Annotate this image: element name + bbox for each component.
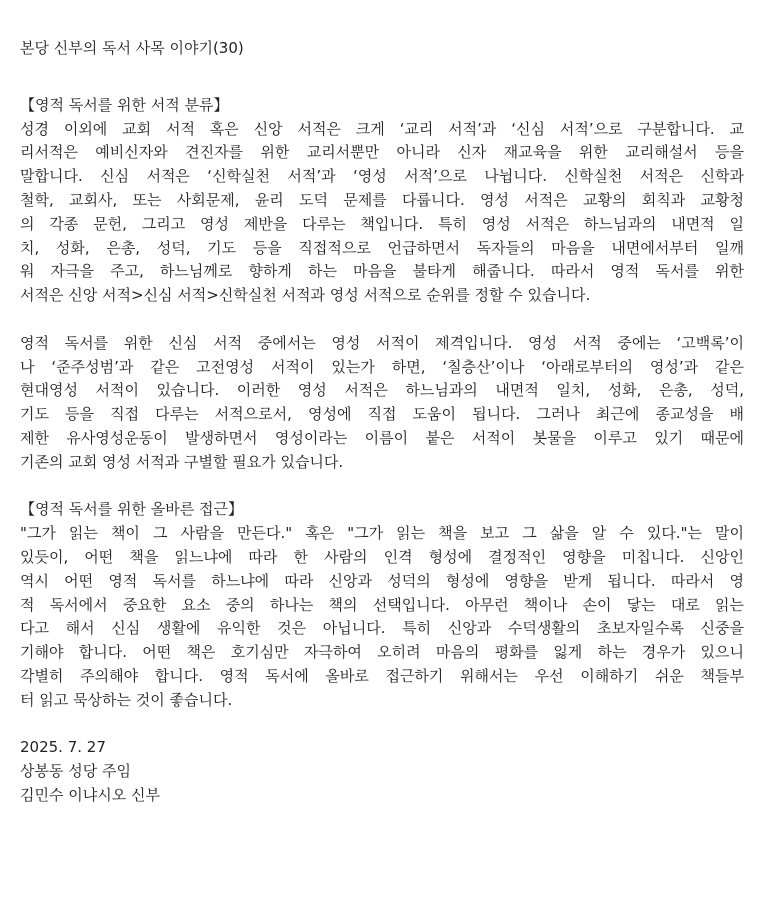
text-line: 제한 유사영성운동이 발생하면서 영성이라는 이름이 붙은 서적이 봇물을 이루고 있기 때문에 [20, 428, 744, 447]
text-line: 말합니다. 신심 서적은 ‘신학실천 서적’과 ‘영성 서적’으로 나뉩니다. 신학실천 서적은 신학과 [20, 167, 744, 186]
section-classification [20, 94, 744, 475]
text-line: 나 ‘준주성범’과 같은 고전영성 서적이 있는가 하면, ‘칠층산’이나 ‘아래로부터의 영성’과 같은 [20, 357, 744, 376]
text-line: 기존의 교회 영성 서적과 구별할 필요가 있습니다. [20, 452, 344, 471]
paragraph [20, 332, 744, 475]
text-line: 있듯이, 어떤 책을 읽느냐에 따라 한 사람의 인격 형성에 결정적인 영향을 미칩니다. 신앙인 [20, 547, 744, 566]
text-line: 워 자극을 주고, 하느님께로 향하게 하는 마음을 불타게 해줍니다. 따라서 영적 독서를 위한 [20, 262, 744, 281]
text-line: 현대영성 서적이 있습니다. 이러한 영성 서적은 하느님과의 내면적 일치, 성화, 은총, 성덕, [20, 381, 744, 400]
text-line: 적 독서에서 중요한 요소 중의 하나는 책의 선택입니다. 아무런 책이나 손이 닿는 대로 읽는 [20, 595, 744, 614]
text-line: "그가 읽는 책이 그 사람을 만든다." 혹은 "그가 읽는 책을 보고 그 삶을 알 수 있다."는 말이 [20, 524, 744, 543]
text-line: 기해야 합니다. 어떤 책은 호기심만 자극하여 오히려 마음의 평화를 잃게 하는 경우가 있으니 [20, 643, 744, 662]
text-line: 기도 등을 직접 다루는 서적으로서, 영성에 직접 도움이 됩니다. 그러나 최근에 종교성을 배 [20, 405, 744, 424]
text-line: 영적 독서를 위한 신심 서적 중에서는 영성 서적이 제격입니다. 영성 서적 중에는 ‘고백록’이 [20, 333, 744, 352]
text-line: 각별히 주의해야 합니다. 영적 독서에 올바로 접근하기 위해서는 우선 이해하기 쉬운 책들부 [20, 666, 744, 685]
section-approach [20, 498, 744, 712]
text-line: 리서적은 예비신자와 견진자를 위한 교리서뿐만 아니라 신자 재교육을 위한 교리해설서 등을 [20, 143, 744, 162]
text-line: 역시 어떤 영적 독서를 하느냐에 따라 신앙과 성덕의 형성에 영향을 받게 됩니다. 따라서 영 [20, 571, 744, 590]
text-line: 성경 이외에 교회 서적 혹은 신앙 서적은 크게 ‘교리 서적’과 ‘신심 서적’으로 구분합니다. 교 [20, 119, 744, 138]
text-line: 다고 해서 신심 생활에 유익한 것은 아닙니다. 특히 신앙과 수덕생활의 초보자일수록 신중을 [20, 619, 744, 638]
section-heading: 【영적 독서를 위한 서적 분류】 [20, 95, 229, 114]
text-line: 치, 성화, 은총, 성덕, 기도 등을 직접적으로 언급하면서 독자들의 마음을 내면에서부터 일깨 [20, 238, 744, 257]
text-line: 터 읽고 묵상하는 것이 좋습니다. [20, 690, 233, 709]
signature-parish: 상봉동 성당 주임 [20, 762, 131, 781]
section-gap [20, 713, 744, 737]
text-line: 철학, 교회사, 또는 사회문제, 윤리 도덕 문제를 다룹니다. 영성 서적은 교황의 회칙과 교황청 [20, 190, 744, 209]
page-title: 본당 신부의 독서 사목 이야기(30) [20, 39, 244, 57]
signature-block [20, 736, 744, 807]
signature-date: 2025. 7. 27 [20, 738, 106, 757]
text-line: 서적은 신앙 서적>신심 서적>신학실천 서적과 영성 서적으로 순위를 정할 수 있습니다. [20, 286, 591, 305]
text-line: 의 각종 문헌, 그리고 영성 제반을 다루는 책입니다. 특히 영성 서적은 하느님과의 내면적 일 [20, 214, 744, 233]
signature-author: 김민수 이냐시오 신부 [20, 785, 160, 804]
section-heading: 【영적 독서를 위한 올바른 접근】 [20, 500, 243, 519]
paragraph [20, 522, 744, 712]
paragraph [20, 118, 744, 308]
section-gap [20, 475, 744, 499]
paragraph-gap [20, 308, 744, 332]
